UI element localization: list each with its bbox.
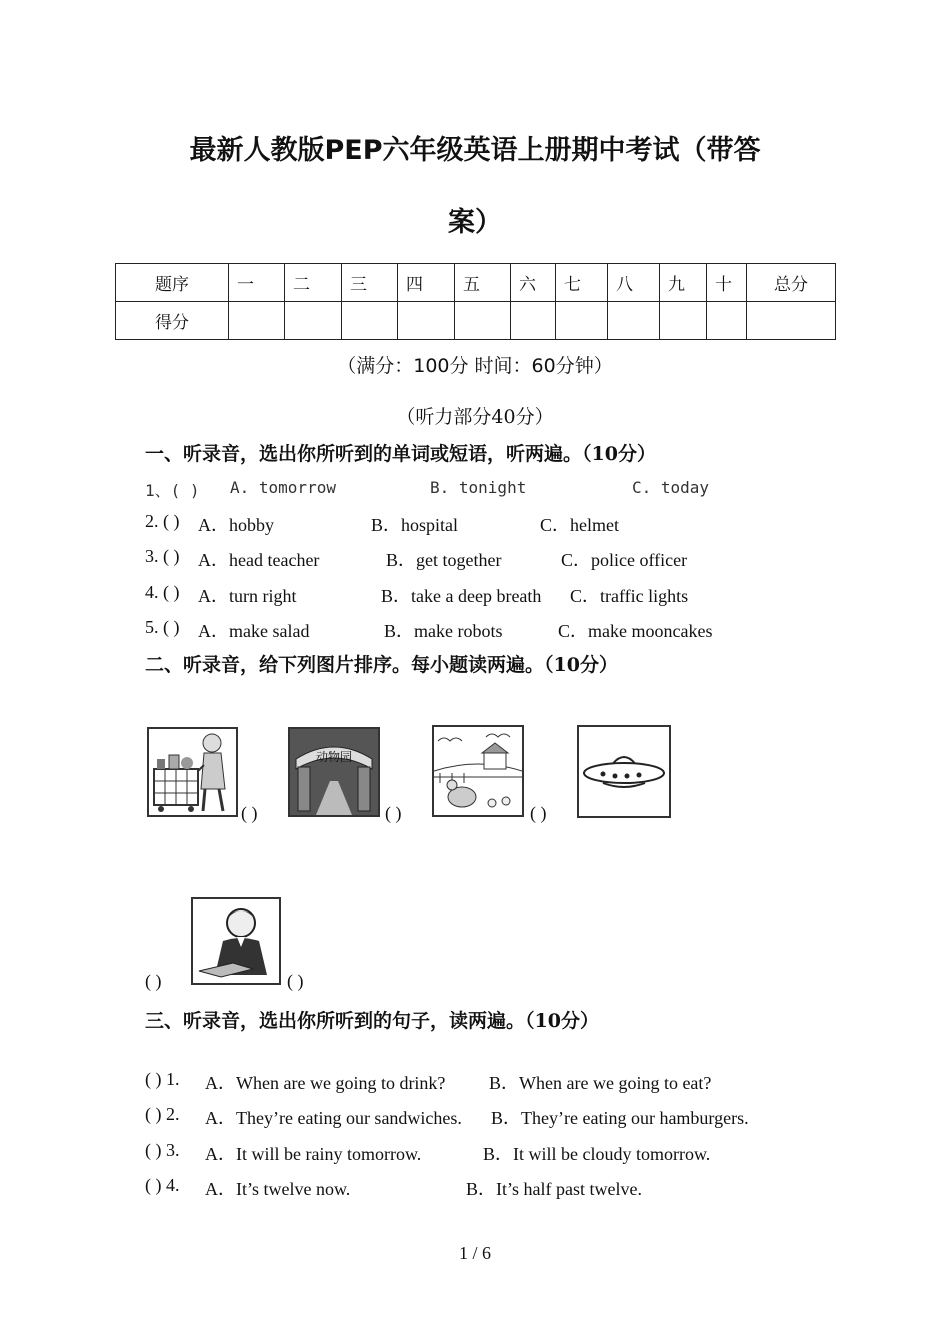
shopping-cart-picture bbox=[147, 727, 238, 817]
option-a: A．make salad bbox=[198, 621, 310, 641]
option-c: C．police officer bbox=[561, 550, 688, 570]
score-cell[interactable] bbox=[660, 302, 707, 340]
answer-blank[interactable]: 2. ( ) bbox=[145, 511, 180, 531]
score-cell[interactable] bbox=[398, 302, 455, 340]
teacher-picture bbox=[191, 897, 281, 985]
full-marks-info: （满分：100分 时间：60分钟） bbox=[337, 355, 613, 377]
option-c: C. today bbox=[632, 478, 710, 497]
score-cell[interactable] bbox=[608, 302, 660, 340]
table-cell: 八 bbox=[608, 264, 660, 302]
list-item bbox=[145, 478, 200, 501]
score-table-header-row bbox=[116, 264, 836, 302]
answer-blank[interactable]: ( ) bbox=[287, 971, 304, 991]
answer-blank[interactable]: ( ) 4. bbox=[145, 1175, 180, 1195]
option-c: C．helmet bbox=[540, 515, 619, 535]
score-cell[interactable] bbox=[511, 302, 556, 340]
answer-blank[interactable]: ( ) bbox=[530, 803, 547, 823]
table-cell: 五 bbox=[455, 264, 511, 302]
table-cell: 总分 bbox=[747, 264, 836, 302]
option-a: A．It’s twelve now. bbox=[205, 1179, 351, 1199]
section1-heading: 一、听录音，选出你所听到的单词或短语，听两遍。（10分） bbox=[145, 443, 656, 465]
answer-blank[interactable]: 1、( ) bbox=[145, 481, 200, 500]
option-b: B．hospital bbox=[371, 515, 459, 535]
table-cell: 题序 bbox=[116, 264, 229, 302]
option-b: B．When are we going to eat? bbox=[489, 1073, 712, 1093]
answer-blank[interactable]: ( ) bbox=[145, 971, 162, 991]
section2-heading: 二、听录音，给下列图片排序。每小题读两遍。（10分） bbox=[145, 654, 618, 676]
score-cell[interactable] bbox=[707, 302, 747, 340]
option-b: B．They’re eating our hamburgers. bbox=[491, 1108, 749, 1128]
option-a: A．They’re eating our sandwiches. bbox=[205, 1108, 462, 1128]
option-a: A．head teacher bbox=[198, 550, 320, 570]
listening-part-label: （听力部分40分） bbox=[396, 406, 554, 428]
answer-blank[interactable]: 3. ( ) bbox=[145, 546, 180, 566]
score-cell[interactable] bbox=[229, 302, 285, 340]
page-title-line2: 案） bbox=[448, 207, 502, 238]
score-cell[interactable] bbox=[455, 302, 511, 340]
option-a: A．When are we going to drink? bbox=[205, 1073, 446, 1093]
page-title-line1: 最新人教版PEP六年级英语上册期中考试（带答 bbox=[189, 135, 761, 166]
option-a: A. tomorrow bbox=[230, 478, 336, 497]
option-c: C．traffic lights bbox=[570, 586, 689, 606]
answer-blank[interactable]: ( ) bbox=[241, 803, 258, 823]
answer-blank[interactable]: 5. ( ) bbox=[145, 617, 180, 637]
table-cell: 一 bbox=[229, 264, 285, 302]
score-table bbox=[115, 263, 836, 340]
option-c: C．make mooncakes bbox=[558, 621, 713, 641]
option-b: B．make robots bbox=[384, 621, 503, 641]
table-cell: 十 bbox=[707, 264, 747, 302]
score-cell[interactable] bbox=[747, 302, 836, 340]
option-a: A．turn right bbox=[198, 586, 297, 606]
option-b: B. tonight bbox=[430, 478, 527, 497]
option-a: A．It will be rainy tomorrow. bbox=[205, 1144, 422, 1164]
score-cell[interactable] bbox=[556, 302, 608, 340]
ufo-picture bbox=[577, 725, 671, 818]
page-number: 1 / 6 bbox=[458, 1243, 491, 1263]
option-b: B．get together bbox=[386, 550, 502, 570]
table-cell: 九 bbox=[660, 264, 707, 302]
section3-heading: 三、听录音，选出你所听到的句子，读两遍。（10分） bbox=[145, 1010, 599, 1032]
answer-blank[interactable]: ( ) bbox=[385, 803, 402, 823]
option-a: A．hobby bbox=[198, 515, 274, 535]
table-cell: 六 bbox=[511, 264, 556, 302]
table-cell: 七 bbox=[556, 264, 608, 302]
answer-blank[interactable]: ( ) 3. bbox=[145, 1140, 180, 1160]
answer-blank[interactable]: ( ) 2. bbox=[145, 1104, 180, 1124]
option-b: B．It’s half past twelve. bbox=[466, 1179, 642, 1199]
answer-blank[interactable]: 4. ( ) bbox=[145, 582, 180, 602]
table-cell: 三 bbox=[342, 264, 398, 302]
score-table-score-row bbox=[116, 302, 836, 340]
option-b: B．It will be cloudy tomorrow. bbox=[483, 1144, 711, 1164]
score-cell[interactable] bbox=[342, 302, 398, 340]
table-cell: 得分 bbox=[116, 302, 229, 340]
answer-blank[interactable]: ( ) 1. bbox=[145, 1069, 180, 1089]
farm-picture bbox=[432, 725, 524, 817]
zoo-gate-picture bbox=[288, 727, 380, 817]
option-b: B．take a deep breath bbox=[381, 586, 542, 606]
zoo-sign-text: 动物园 bbox=[315, 750, 353, 764]
table-cell: 四 bbox=[398, 264, 455, 302]
table-cell: 二 bbox=[285, 264, 342, 302]
score-cell[interactable] bbox=[285, 302, 342, 340]
